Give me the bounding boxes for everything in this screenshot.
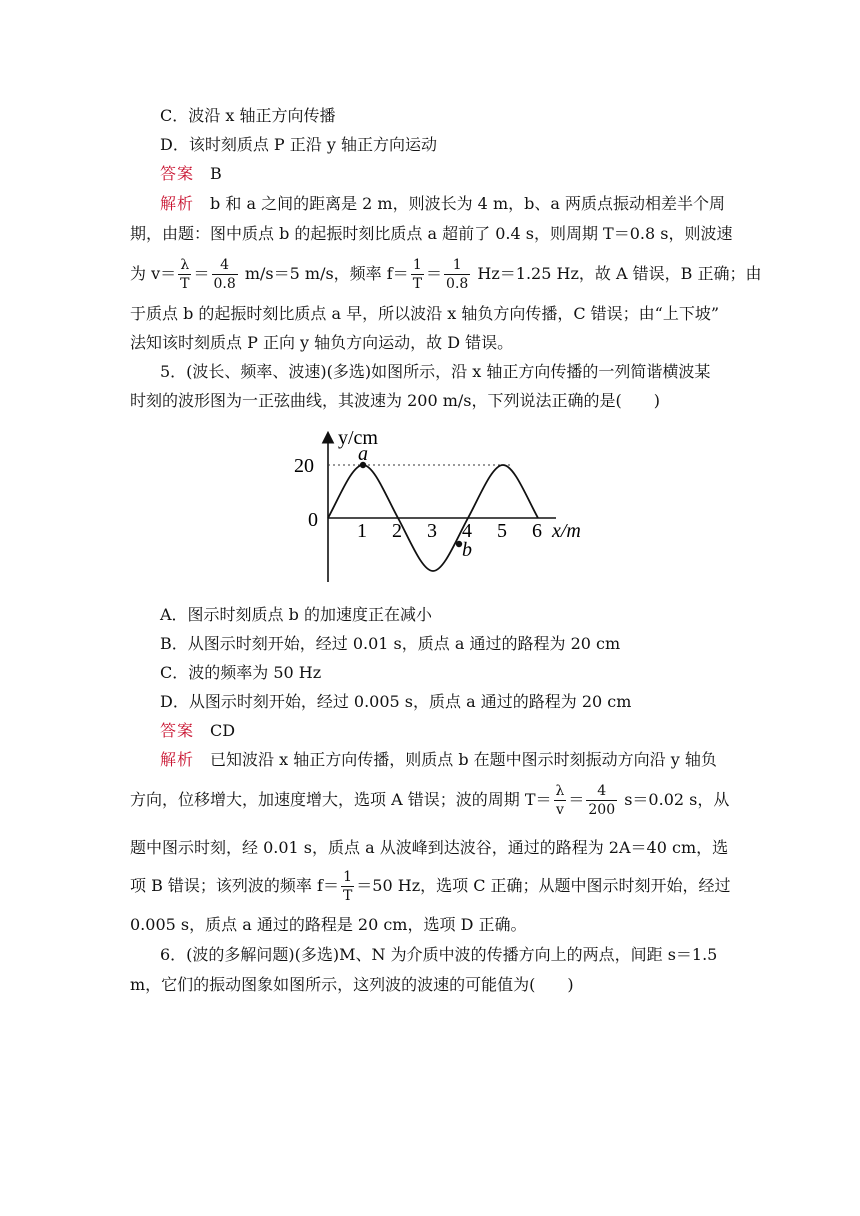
q5-analysis-line-1: [160, 748, 736, 772]
q5-analysis-line-4: [130, 866, 736, 906]
q5-analysis-line-2: 方向，位移增大，加速度增大，选项 A 错误；波的周期 T＝ $\frac{\lambda}{v}$ ＝ $\frac{4}{200}$ s＝0.02 s，从: [130, 783, 730, 818]
fraction-1-over-t: $\frac{1}{T}$: [342, 869, 353, 904]
q5-answer: [160, 719, 736, 743]
q6-stem-line-1: 6．(波的多解问题)(多选)M、N 为介质中波的传播方向上的两点，间距 s＝1.5: [160, 945, 718, 964]
analysis-text: ＝50 Hz，选项 C 正确；从题中图示时刻开始，经过: [356, 876, 731, 895]
analysis-text: 项 B 错误；该列波的频率 f＝: [130, 876, 339, 895]
answer-value: CD: [210, 721, 236, 740]
analysis-text: b 和 a 之间的距离是 2 m，则波长为 4 m，b、a 两质点振动相差半个周: [210, 194, 725, 213]
q5-stem-line-2: 时刻的波形图为一正弦曲线，其波速为 200 m/s，下列说法正确的是( ): [130, 391, 660, 410]
q4-analysis-line-4: 于质点 b 的起振时刻比质点 a 早，所以波沿 x 轴负方向传播，C 错误；由“上下坡”: [130, 304, 720, 323]
q5-option-b: B．从图示时刻开始，经过 0.01 s，质点 a 通过的路程为 20 cm: [160, 634, 621, 653]
analysis-text: m/s＝5 m/s，频率 f＝: [244, 264, 409, 283]
x-tick-6: 6: [532, 520, 542, 542]
analysis-text: s＝0.02 s，从: [624, 790, 730, 809]
x-tick-3: 3: [427, 520, 437, 542]
q5-option-c: C．波的频率为 50 Hz: [160, 663, 322, 682]
fraction-1-over-t: $\frac{1}{T}$: [412, 257, 423, 292]
fraction-lambda-over-v: $\frac{\lambda}{v}$: [555, 783, 565, 818]
answer-label: 答案: [160, 721, 195, 740]
analysis-text: 方向，位移增大，加速度增大，选项 A 错误；波的周期 T＝: [130, 790, 552, 809]
origin-label: 0: [308, 509, 318, 531]
q4-option-d: D．该时刻质点 P 正沿 y 轴正方向运动: [160, 135, 437, 154]
x-tick-1: 1: [357, 520, 367, 542]
x-axis-label: x/m: [552, 520, 581, 542]
fraction-lambda-over-t: $\frac{\lambda}{T}$: [180, 257, 190, 292]
answer-label: 答案: [160, 164, 195, 183]
q4-answer: [160, 162, 736, 186]
wave-graph: [286, 420, 606, 594]
analysis-label: 解析: [160, 750, 195, 769]
q4-analysis-line-3: 为 v＝ $\frac{\lambda}{T}$ ＝ $\frac{4}{0.8}$ m/s＝5 m/s，频率 f＝ $\frac{1}{T}$ ＝ $\frac{1}{0.8}$ Hz＝1.25 Hz，故 A 错误，B 正确；由: [130, 257, 762, 292]
wave-figure: [286, 420, 606, 594]
x-tick-4: 4: [462, 520, 472, 542]
analysis-text: Hz＝1.25 Hz，故 A 错误，B 正确；由: [477, 264, 762, 283]
answer-value: B: [210, 164, 222, 183]
point-b-label: b: [462, 539, 472, 561]
q5-analysis-line-3: 题中图示时刻，经 0.01 s，质点 a 从波峰到达波谷，通过的路程为 2A＝40 cm，选: [130, 838, 729, 857]
q4-analysis-line-5: 法知该时刻质点 P 正向 y 轴负方向运动，故 D 错误。: [130, 333, 514, 352]
y-axis-label: y/cm: [338, 427, 378, 449]
analysis-label: 解析: [160, 194, 195, 213]
x-tick-5: 5: [497, 520, 507, 542]
fraction-4-over-200: $\frac{4}{200}$: [588, 783, 616, 818]
q4-option-c: C．波沿 x 轴正方向传播: [160, 106, 336, 125]
q5-stem-line-1: 5．(波长、频率、波速)(多选)如图所示，沿 x 轴正方向传播的一列简谐横波某: [160, 362, 711, 381]
x-tick-2: 2: [392, 520, 402, 542]
y-tick-20: 20: [294, 455, 314, 477]
fraction-1-over-0.8: $\frac{1}{0.8}$: [446, 257, 469, 292]
q4-analysis-line-2: 期，由题：图中质点 b 的起振时刻比质点 a 超前了 0.4 s，则周期 T＝0.8 s，则波速: [130, 224, 733, 243]
point-a-label: a: [358, 443, 368, 465]
q5-option-d: D．从图示时刻开始，经过 0.005 s，质点 a 通过的路程为 20 cm: [160, 692, 632, 711]
analysis-text: 已知波沿 x 轴正方向传播，则质点 b 在题中图示时刻振动方向沿 y 轴负: [210, 750, 717, 769]
analysis-text: 为 v＝: [130, 264, 177, 283]
q6-stem-line-2: m，它们的振动图象如图所示，这列波的波速的可能值为( ): [130, 975, 574, 994]
q5-analysis-line-5: 0.005 s，质点 a 通过的路程是 20 cm，选项 D 正确。: [130, 915, 527, 934]
q5-option-a: A．图示时刻质点 b 的加速度正在减小: [160, 605, 432, 624]
fraction-4-over-0.8: $\frac{4}{0.8}$: [213, 257, 236, 292]
q4-analysis-line-1: [160, 192, 736, 216]
